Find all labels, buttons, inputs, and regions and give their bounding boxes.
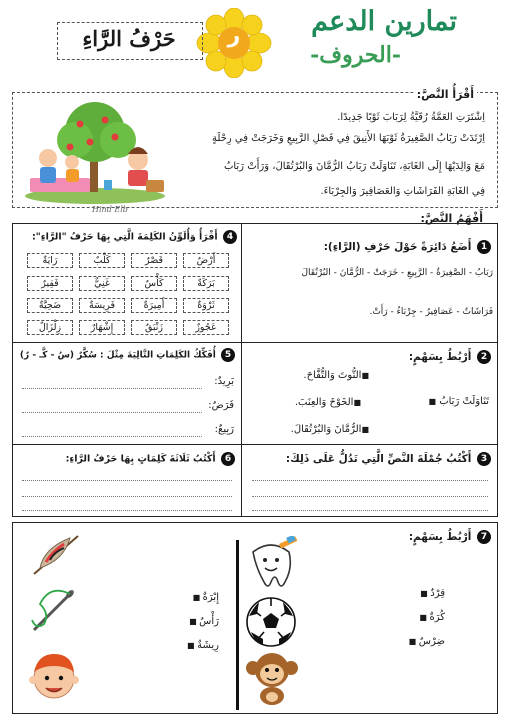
word-cell[interactable]: بَرَكَةٌ [183,276,229,291]
word-cell[interactable]: غَنِيٌّ [79,276,125,291]
decompose-word: فَرَضٌ: [208,400,234,411]
bullet-square-icon: ■ [353,398,361,407]
answer-line[interactable] [22,388,202,389]
match-word: رَأْسٌ ■ [189,616,219,627]
word-cell[interactable]: زِلْزَالٌ [27,320,73,335]
match-word: إِبْرَةٌ ■ [192,592,219,603]
boy-head-image [28,650,80,704]
bullet-square-icon: ■ [186,641,198,650]
exercise-3-title: أَكْتُبُ جُمْلَةَ النَّصِّ الَّتِي تَدُلُّ عَلَى ذَلِكَ: [285,453,472,465]
answer-line[interactable] [22,436,202,437]
word-cell[interactable]: ثَرْوَةٌ [183,298,229,313]
reading-line-1: اِشْتَرَتِ العَمَّةُ رُقَيَّةُ لِرَبَابَ ثَوْبًا جَدِيدًا. [337,112,485,123]
grid-divider-row-1 [12,342,498,343]
letter-title: حَرْفُ الرَّاءِ [82,26,176,51]
exercise-2-heading [409,350,491,364]
word-cell[interactable]: إِشْهَارٌ [79,320,125,335]
exercise-1-number: 1 [477,240,491,254]
page-title: تمارين الدعم [311,6,457,37]
reading-line-4: فِي الغَابَةِ الفَرَاشَاتِ وَالعَصَافِيرَ وَالجِرْبَاءَ. [320,186,485,197]
bullet-square-icon: ■ [428,397,437,406]
exercise-4-title: أَقْرَأُ وَأُلَوِّنُ الكَلِمَةَ الَّتِي بِهَا حَرْفُ "الرَّاءِ": [31,231,218,243]
exercise-1-title: أَضَعُ دَائِرَةً حَوْلَ حَرْفِ (الرَّاءِ): [323,241,472,253]
exercise-5-number: 5 [221,348,235,362]
bullet-square-icon: ■ [419,613,430,622]
exercise-7-divider [236,540,239,710]
flower-letter: ر [227,23,241,48]
bullet-square-icon: ■ [192,593,203,602]
exercise-5-title: أُفَكِّكُ الكَلِمَاتِ التَّالِيَةَ مِثْلَ : سُكَّرٌ (سُ - كَّـ - رٌ) [19,350,216,361]
exercise-3-number: 3 [477,452,491,466]
word-cell[interactable]: كَلْبٌ [79,253,125,268]
feather-image [30,530,82,580]
exercise-7-heading [409,530,491,544]
exercise-2-option: ■الخَوْخَ وَالعِنَبَ. [294,397,361,408]
family-picnic-image [20,102,170,206]
exercise-1-words-line-2: فَرَاشَاتٌ - عَصَافِيرُ - جِرْبَاءُ - رَأَتْ. [369,307,493,317]
exercise-6-heading [66,452,235,466]
decompose-word: رَبِيعٌ: [214,424,234,435]
exercise-2-option: ■التُّوتَ وَالتُّفَّاحَ. [303,370,369,381]
page-subtitle: -الحروف- [310,42,401,68]
exercise-2-number: 2 [477,350,491,364]
exercise-6-number: 6 [221,452,235,466]
word-cell[interactable]: أَمِيرَةٌ [131,298,177,313]
signature: Hind Elb [92,205,128,214]
grid-divider-vertical [241,223,242,517]
match-word: كُرَةٌ ■ [419,612,445,623]
exercise-5-heading [20,348,235,362]
exercise-6-title: أَكْتُبُ ثَلَاثَةَ كَلِمَاتٍ بِهَا حَرْفُ الرَّاءِ: [65,453,216,465]
exercise-2-left-phrase: تَنَاوَلَتْ رَبَابُ ■ [428,396,489,407]
reading-heading: أَقْرَأُ النَّصَّ: [414,88,477,101]
bullet-square-icon: ■ [361,371,369,380]
word-cell[interactable]: رَايَةٌ [27,253,73,268]
reading-line-2: اِرْتَدَتْ رَبَابُ الصَّغِيرَةُ ثَوْبَهَا الأَنِيقَ فِي فَصْلِ الرَّبِيعِ وَخَرَجَتْ فِي رِحْلَةٍ [212,133,485,144]
soccer-ball-image [245,596,297,648]
match-word: قِرْدٌ ■ [420,588,445,599]
exercise-7-title: أَرْبُطُ بِسَهْمٍ: [408,531,472,543]
bullet-square-icon: ■ [420,589,431,598]
word-cell[interactable]: فَرِيسَةٌ [79,298,125,313]
answer-line[interactable] [252,510,488,511]
word-cell[interactable]: أَرْضٌ [183,253,229,268]
exercise-1-words-line-1: رَبَابُ - الصَّغِيرَةُ - الرَّبِيعِ - خَرَجَتْ - الرُّمَّانَ - البُرْتُقَالَ [301,268,493,278]
tooth-image [243,536,299,592]
bullet-square-icon: ■ [189,617,200,626]
answer-line[interactable] [252,480,488,481]
word-cell[interactable]: كَأْسٌ [131,276,177,291]
grid-divider-row-2 [12,444,498,445]
word-cell[interactable]: ضَحِيَّةٌ [27,298,73,313]
reading-line-3: مَعَ وَالِدَيْهَا إِلَى الغَابَةِ، تَنَاوَلَتْ رَبَابُ الرُّمَّانَ وَالبُرْتُقَالَ، وَرَأَتْ رَبَابُ [223,161,485,172]
word-cell[interactable]: عَجُوزٌ [183,320,229,335]
match-word: ضِرْسٌ ■ [408,636,445,647]
answer-line[interactable] [22,496,232,497]
answer-line[interactable] [22,510,232,511]
decompose-word: بَرِيدٌ: [214,376,234,387]
word-cell[interactable]: قَصْرٌ [131,253,177,268]
answer-line[interactable] [22,480,232,481]
answer-line[interactable] [252,496,488,497]
understand-heading: أَفْهَمُ النَّصَّ: [420,212,483,225]
match-word: رِيشَةٌ ■ [186,640,219,651]
exercise-7-number: 7 [477,530,491,544]
word-cell[interactable]: زَنْبَقٌ [131,320,177,335]
bullet-square-icon: ■ [361,425,369,434]
exercise-4-number: 4 [223,230,237,244]
exercise-1-heading [324,240,491,254]
exercise-2-title: أَرْبُطُ بِسَهْمٍ: [408,351,472,363]
exercise-4-heading [32,230,237,244]
exercise-3-heading [286,452,491,466]
monkey-image [245,650,299,706]
bullet-square-icon: ■ [408,637,419,646]
word-cell[interactable]: فَقِيرٌ [27,276,73,291]
exercise-2-option: ■الرُّمَّانَ وَالبُرْتُقَالَ. [290,424,369,435]
answer-line[interactable] [22,412,202,413]
needle-thread-image [28,584,80,636]
